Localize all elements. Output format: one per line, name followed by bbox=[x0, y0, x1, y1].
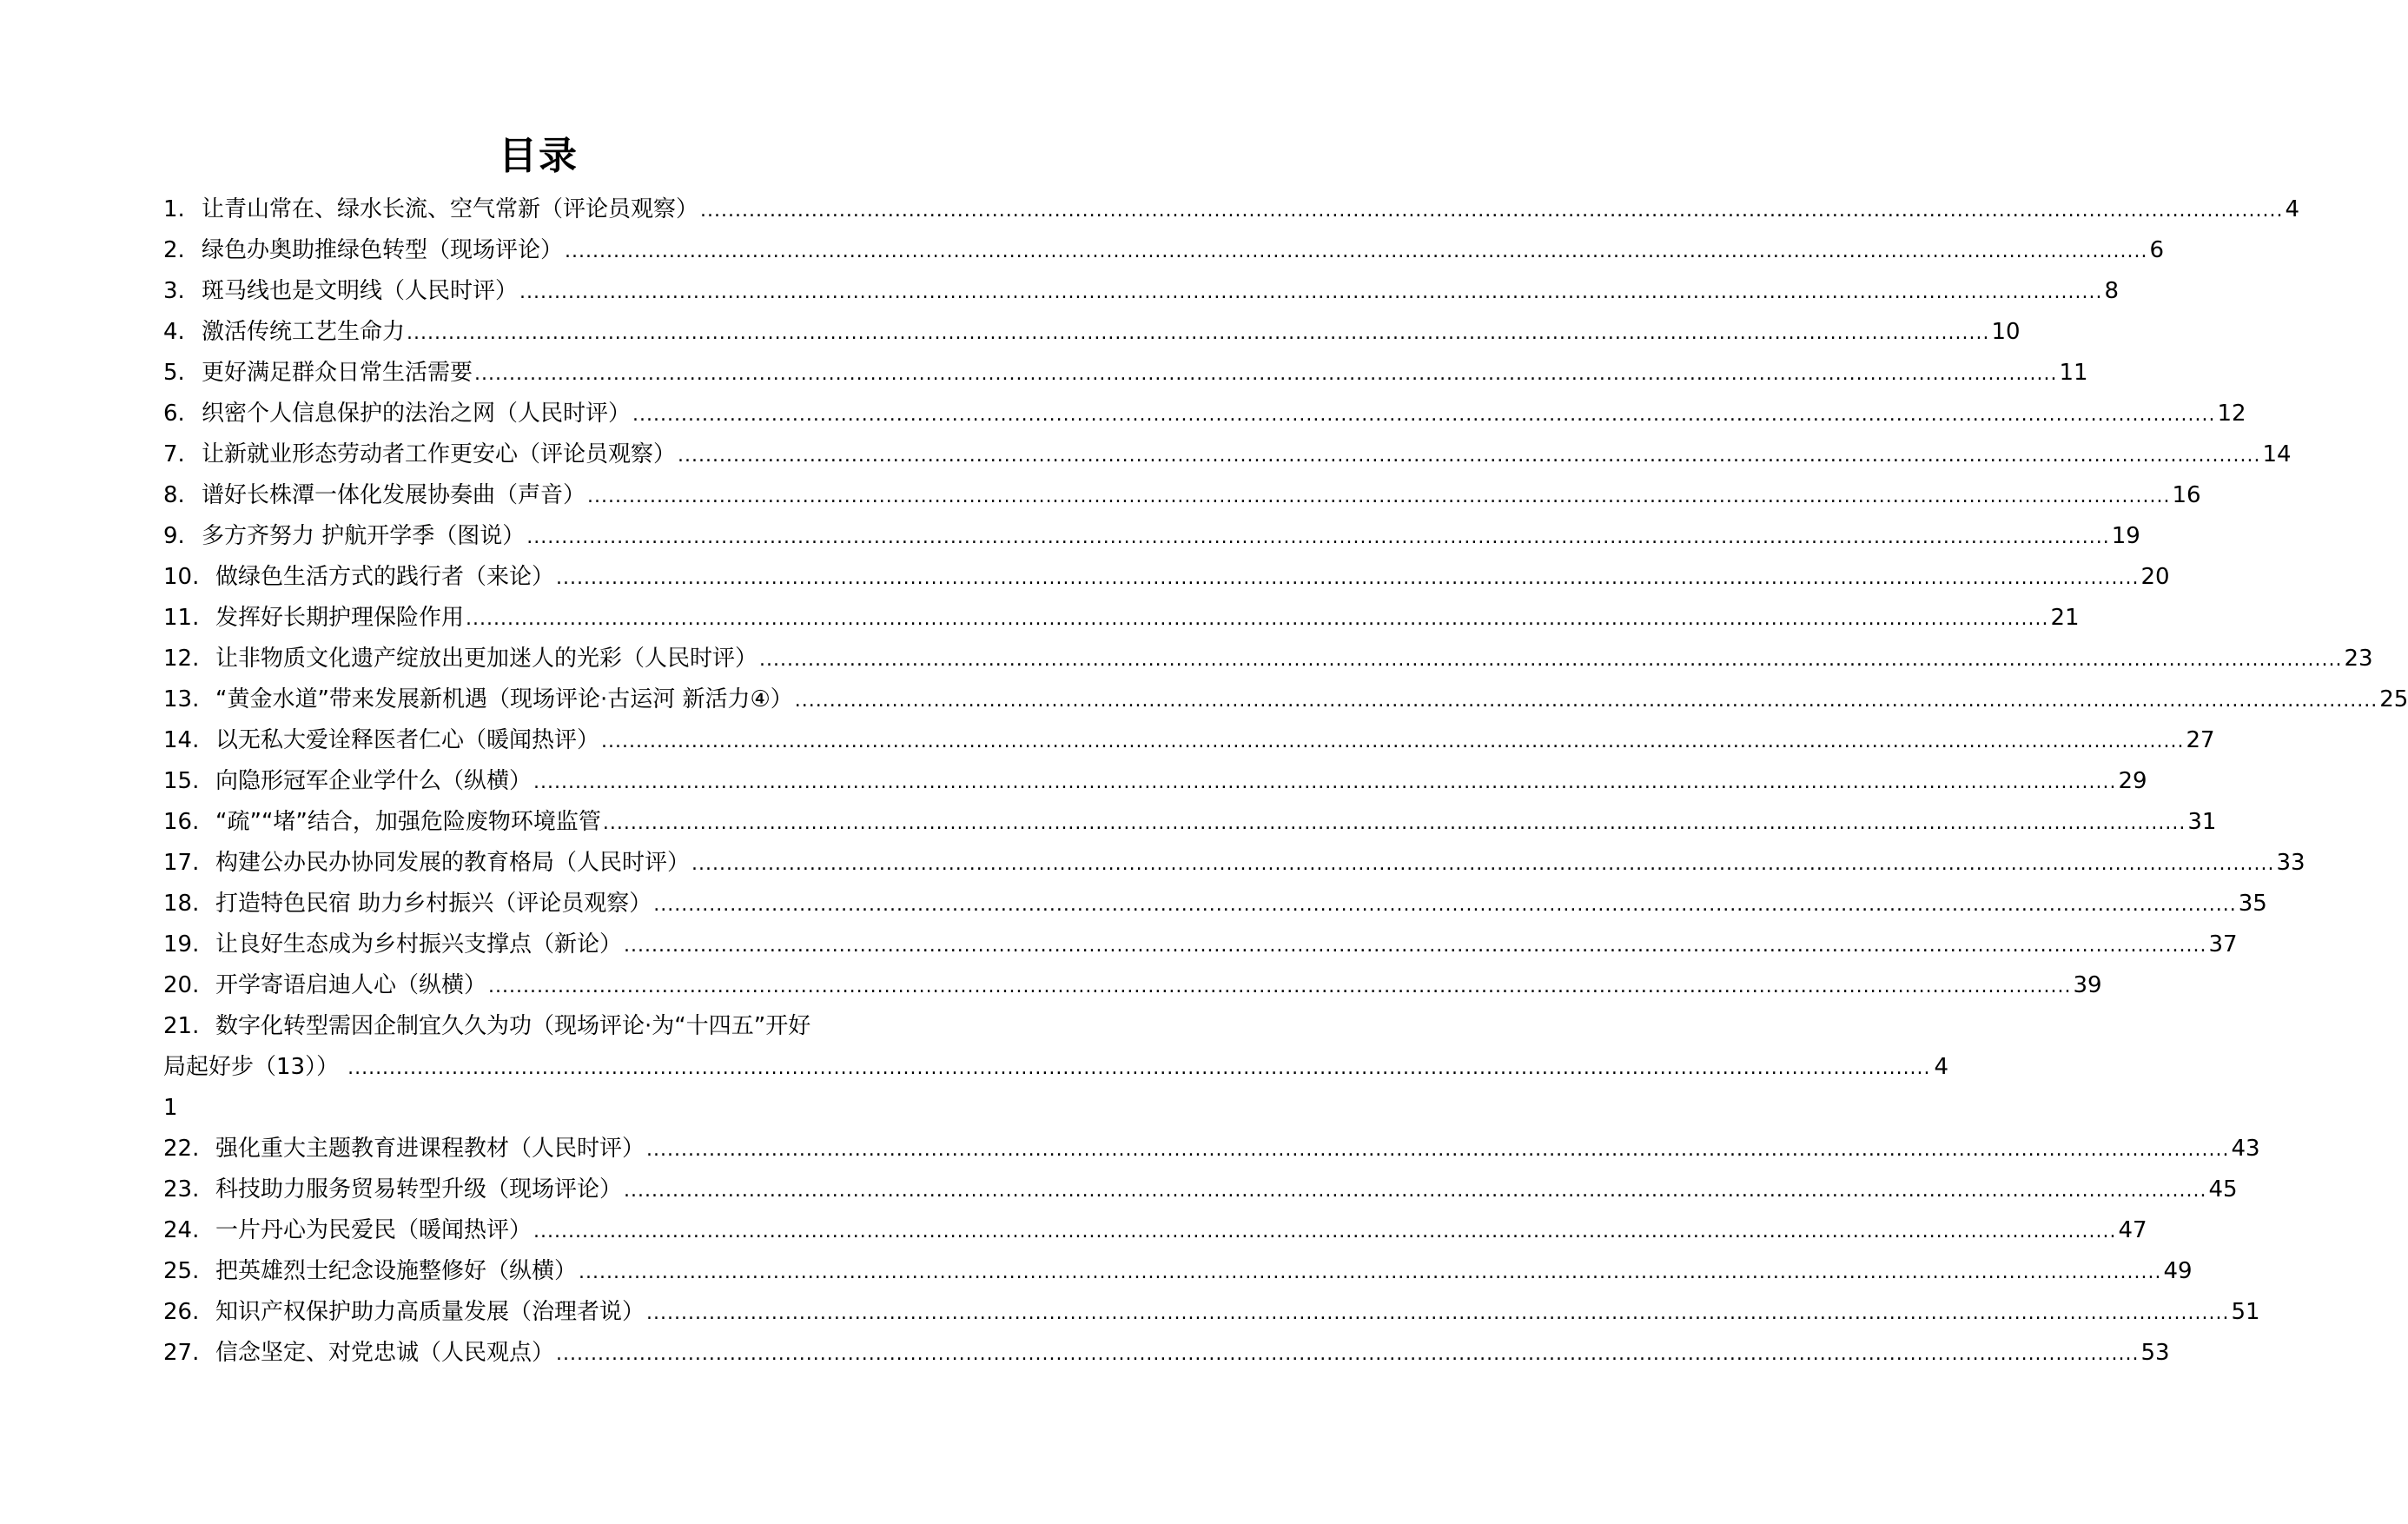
toc-entry-page: 6 bbox=[2149, 237, 2165, 263]
toc-entry-title: 让新就业形态劳动者工作更安心（评论员观察） bbox=[202, 441, 677, 467]
toc-entry-page: 23 bbox=[2344, 646, 2373, 672]
toc-entry-title: 数字化转型需因企制宜久久为功（现场评论·为“十四五”开好 bbox=[215, 1013, 811, 1039]
toc-entry-page: 14 bbox=[2262, 441, 2292, 467]
toc-leader-dots bbox=[474, 354, 2057, 394]
toc-entry-number: 16. bbox=[163, 809, 200, 835]
toc-entry-number: 4. bbox=[163, 319, 185, 345]
toc-entry-number: 8. bbox=[163, 482, 185, 508]
toc-entry-page: 33 bbox=[2276, 850, 2305, 876]
toc-leader-dots bbox=[565, 231, 2147, 272]
toc-entry-title: 激活传统工艺生命力 bbox=[202, 319, 406, 345]
toc-leader-dots bbox=[646, 1130, 2229, 1170]
toc-leader-dots bbox=[488, 966, 2071, 1007]
toc-entry-title: 做绿色生活方式的践行者（来论） bbox=[215, 564, 555, 590]
toc-entry-page: 43 bbox=[2231, 1136, 2260, 1162]
toc-leader-dots bbox=[632, 394, 2215, 435]
toc-entry-page: 31 bbox=[2187, 809, 2217, 835]
toc-entry-title: 知识产权保护助力高质量发展（治理者说） bbox=[215, 1299, 645, 1325]
toc-entry-title: 斑马线也是文明线（人民时评） bbox=[202, 278, 519, 304]
toc-entry-title: 让青山常在、绿水长流、空气常新（评论员观察） bbox=[202, 196, 699, 222]
toc-entry[interactable] bbox=[163, 312, 2021, 353]
toc-leader-dots bbox=[407, 313, 1989, 354]
toc-leader-dots bbox=[795, 680, 2378, 721]
toc-entry-number: 5. bbox=[163, 360, 185, 386]
toc-entry-number: 22. bbox=[163, 1136, 200, 1162]
toc-entry-number: 1. bbox=[163, 196, 185, 222]
toc-entry[interactable] bbox=[163, 189, 2300, 230]
toc-entry-number: 14. bbox=[163, 727, 200, 753]
toc-entry[interactable] bbox=[163, 802, 2217, 843]
toc-entry[interactable] bbox=[163, 1333, 2170, 1374]
toc-entry[interactable] bbox=[163, 965, 2102, 1006]
toc-entry-page: 39 bbox=[2073, 972, 2102, 998]
toc-entry-page: 25 bbox=[2379, 686, 2408, 712]
toc-entry-number: 21. bbox=[163, 1013, 200, 1039]
toc-leader-dots bbox=[533, 1211, 2116, 1252]
toc-leader-dots bbox=[653, 885, 2236, 925]
toc-leader-dots bbox=[526, 517, 2109, 558]
toc-entry[interactable] bbox=[163, 720, 2215, 761]
toc-leader-dots bbox=[466, 599, 2048, 639]
toc-leader-dots bbox=[700, 190, 2283, 231]
toc-entry-title: 更好满足群众日常生活需要 bbox=[202, 360, 473, 386]
toc-leader-dots bbox=[556, 558, 2139, 599]
toc-entry[interactable] bbox=[163, 679, 2408, 720]
toc-entry-number: 13. bbox=[163, 686, 200, 712]
toc-leader-dots bbox=[759, 639, 2342, 680]
toc-entry[interactable] bbox=[163, 924, 2238, 965]
toc-entry-page: 12 bbox=[2217, 401, 2246, 427]
toc-entry-page: 45 bbox=[2208, 1176, 2238, 1203]
toc-entry-page: 4 bbox=[1934, 1054, 1949, 1080]
toc-entry[interactable] bbox=[163, 557, 2170, 598]
toc-entry[interactable] bbox=[163, 271, 2120, 312]
toc-leader-dots bbox=[347, 1048, 1930, 1089]
toc-entry-title: “黄金水道”带来发展新机遇（现场评论·古运河 新活力④） bbox=[215, 686, 793, 712]
toc-entry-title: 构建公办民办协同发展的教育格局（人民时评） bbox=[215, 850, 691, 876]
toc-leader-dots bbox=[587, 476, 2170, 517]
toc-entry-number: 7. bbox=[163, 441, 185, 467]
toc-entry-page: 16 bbox=[2172, 482, 2201, 508]
toc-entry-number: 6. bbox=[163, 401, 185, 427]
toc-entry-page: 49 bbox=[2163, 1258, 2193, 1284]
toc-leader-dots bbox=[556, 1334, 2139, 1375]
toc-leader-dots bbox=[691, 844, 2274, 885]
toc-entry-page: 35 bbox=[2238, 891, 2267, 917]
toc-entry[interactable] bbox=[163, 884, 2267, 924]
toc-entry-page: 11 bbox=[2059, 360, 2088, 386]
toc-entry[interactable] bbox=[163, 598, 2080, 639]
toc-entry-number: 24. bbox=[163, 1217, 200, 1243]
toc-entry-page: 19 bbox=[2111, 523, 2140, 549]
toc-leader-dots bbox=[533, 762, 2116, 803]
toc-entry[interactable] bbox=[163, 394, 2246, 434]
toc-entry-title: 信念坚定、对党忠诚（人民观点） bbox=[215, 1340, 555, 1366]
toc-entry[interactable] bbox=[163, 1006, 1949, 1129]
toc-entry-title: 一片丹心为民爱民（暖闻热评） bbox=[215, 1217, 533, 1243]
toc-entry-title-continued: 局起好步（13）） bbox=[163, 1054, 340, 1080]
toc-entry-number: 20. bbox=[163, 972, 200, 998]
toc-entry-title: 多方齐努力 护航开学季（图说） bbox=[202, 523, 526, 549]
toc-entry[interactable] bbox=[163, 475, 2201, 516]
toc-entry-page: 8 bbox=[2104, 278, 2120, 304]
toc-entry-number: 11. bbox=[163, 605, 200, 631]
toc-entry[interactable] bbox=[163, 230, 2165, 271]
toc-entry-number: 12. bbox=[163, 646, 200, 672]
toc-leader-dots bbox=[624, 1170, 2206, 1211]
toc-entry[interactable] bbox=[163, 761, 2147, 802]
toc-leader-dots bbox=[601, 721, 2184, 762]
toc-entry-title: 绿色办奥助推绿色转型（现场评论） bbox=[202, 237, 564, 263]
toc-entry-number: 2. bbox=[163, 237, 185, 263]
toc-leader-dots bbox=[678, 435, 2260, 476]
toc-entry-number: 19. bbox=[163, 931, 200, 957]
toc-entry-page: 21 bbox=[2050, 605, 2080, 631]
toc-entry-title: “疏”“堵”结合，加强危险废物环境监管 bbox=[215, 809, 601, 835]
toc-entry[interactable] bbox=[163, 1210, 2147, 1251]
toc-entry-title: 让非物质文化遗产绽放出更加迷人的光彩（人民时评） bbox=[215, 646, 758, 672]
toc-entry-number: 10. bbox=[163, 564, 200, 590]
toc-entry-title: 把英雄烈士纪念设施整修好（纵横） bbox=[215, 1258, 578, 1284]
toc-leader-dots bbox=[624, 925, 2206, 966]
toc-entry-title: 谱好长株潭一体化发展协奏曲（声音） bbox=[202, 482, 586, 508]
toc-list bbox=[163, 189, 2408, 1374]
toc-entry[interactable] bbox=[163, 843, 2305, 884]
toc-entry[interactable] bbox=[163, 1170, 2238, 1210]
toc-entry-number: 25. bbox=[163, 1258, 200, 1284]
toc-entry[interactable] bbox=[163, 353, 2088, 394]
toc-entry-title: 开学寄语启迪人心（纵横） bbox=[215, 972, 487, 998]
toc-entry-title: 以无私大爱诠释医者仁心（暖闻热评） bbox=[215, 727, 600, 753]
toc-entry-page: 29 bbox=[2118, 768, 2147, 794]
toc-entry[interactable] bbox=[163, 516, 2140, 557]
toc-entry-number: 27. bbox=[163, 1340, 200, 1366]
toc-entry-title: 强化重大主题教育进课程教材（人民时评） bbox=[215, 1136, 645, 1162]
toc-entry[interactable] bbox=[163, 1251, 2193, 1292]
toc-entry[interactable] bbox=[163, 1292, 2260, 1333]
toc-entry[interactable] bbox=[163, 639, 2373, 679]
toc-leader-dots bbox=[603, 803, 2186, 844]
toc-entry-page: 27 bbox=[2186, 727, 2215, 753]
toc-entry-title: 打造特色民宿 助力乡村振兴（评论员观察） bbox=[215, 891, 652, 917]
toc-entry-page: 10 bbox=[1991, 319, 2021, 345]
toc-leader-dots bbox=[519, 272, 2102, 313]
toc-entry-number: 18. bbox=[163, 891, 200, 917]
toc-entry-number: 3. bbox=[163, 278, 185, 304]
toc-entry-page: 47 bbox=[2118, 1217, 2147, 1243]
toc-entry-number: 15. bbox=[163, 768, 200, 794]
toc-entry-number: 23. bbox=[163, 1176, 200, 1203]
toc-entry-page: 37 bbox=[2208, 931, 2238, 957]
toc-entry-page-continued: 1 bbox=[163, 1095, 178, 1121]
toc-entry[interactable] bbox=[163, 1129, 2260, 1170]
toc-entry-title: 科技助力服务贸易转型升级（现场评论） bbox=[215, 1176, 623, 1203]
toc-entry-page: 51 bbox=[2231, 1299, 2260, 1325]
toc-leader-dots bbox=[579, 1252, 2161, 1293]
toc-entry-number: 17. bbox=[163, 850, 200, 876]
toc-entry-page: 20 bbox=[2140, 564, 2170, 590]
toc-entry-title: 向隐形冠军企业学什么（纵横） bbox=[215, 768, 533, 794]
page-title: 目录 bbox=[499, 134, 579, 178]
toc-entry-number: 26. bbox=[163, 1299, 200, 1325]
toc-entry-number: 9. bbox=[163, 523, 185, 549]
toc-entry-page: 53 bbox=[2140, 1340, 2170, 1366]
toc-entry-page: 4 bbox=[2285, 196, 2300, 222]
toc-leader-dots bbox=[646, 1293, 2229, 1334]
toc-entry[interactable] bbox=[163, 434, 2292, 475]
toc-entry-title: 发挥好长期护理保险作用 bbox=[215, 605, 465, 631]
toc-entry-title: 让良好生态成为乡村振兴支撑点（新论） bbox=[215, 931, 623, 957]
toc-entry-title: 织密个人信息保护的法治之网（人民时评） bbox=[202, 401, 632, 427]
